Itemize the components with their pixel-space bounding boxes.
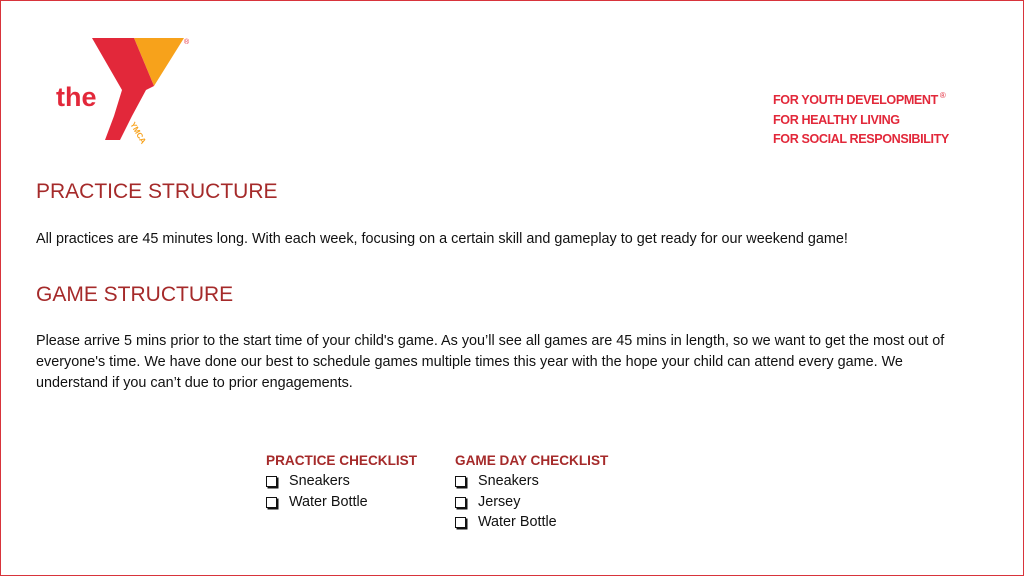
checkbox-icon	[455, 476, 466, 487]
game-day-checklist	[455, 451, 608, 533]
tagline-line-2: FOR HEALTHY LIVING	[773, 112, 900, 127]
checkbox-icon	[266, 497, 277, 508]
tagline-registered-mark: ®	[939, 91, 946, 100]
practice-structure-text: All practices are 45 minutes long. With each week, focusing on a certain skill and gameplay to get ready for our weekend game!	[36, 231, 848, 247]
ymca-logo	[50, 34, 200, 149]
checkbox-icon	[455, 497, 466, 508]
logo-wordmark: the	[56, 82, 97, 112]
logo-subtext: YMCA	[128, 120, 148, 146]
tagline-line-1: FOR YOUTH DEVELOPMENT ®	[773, 91, 946, 107]
ymca-tagline	[773, 86, 949, 150]
game-structure-heading: GAME STRUCTURE	[36, 283, 234, 306]
checklist-item: Water Bottle	[266, 492, 417, 513]
tagline-line-3: FOR SOCIAL RESPONSIBILITY	[773, 132, 949, 146]
practice-structure-heading: PRACTICE STRUCTURE	[36, 180, 278, 203]
logo-registered-mark: ®	[184, 39, 190, 46]
checkbox-icon	[266, 476, 277, 487]
checkbox-icon	[455, 517, 466, 528]
game-day-checklist-title: GAME DAY CHECKLIST	[455, 453, 609, 468]
ymca-logo-icon	[50, 34, 200, 149]
practice-checklist-title: PRACTICE CHECKLIST	[266, 453, 418, 468]
practice-checklist	[266, 451, 417, 512]
checklist-item: Water Bottle	[455, 512, 608, 533]
checklist-item: Sneakers	[455, 471, 608, 492]
checklist-item: Jersey	[455, 492, 608, 513]
checklist-item: Sneakers	[266, 471, 417, 492]
game-structure-text: Please arrive 5 mins prior to the start time of your child's game. As you’ll see all games are 45 mins in length, so we want to get the most out of everyone's time. We have done our best to schedule games multiple times this year with the hope your child can attend every game. We understand if you can’t due to prior engagements.	[36, 333, 945, 391]
